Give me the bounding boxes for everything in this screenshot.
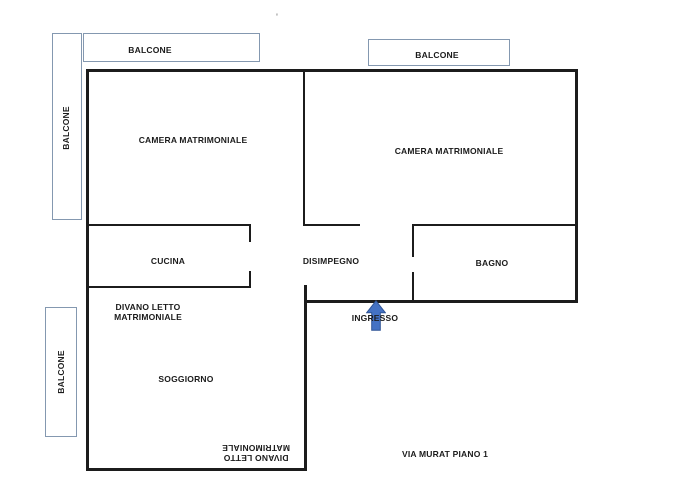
wall-left: [86, 69, 89, 471]
furniture-label-divano-letto: [114, 302, 182, 322]
room-label-bagno: BAGNO: [475, 258, 509, 268]
wall-cucina-door-jamb-top: [249, 226, 251, 242]
room-label-cucina: CUCINA: [150, 256, 186, 266]
furniture-label-divano-letto-line2: MATRIMONIALE: [114, 312, 182, 322]
stray-mark: ': [276, 12, 278, 22]
wall-cucina-top: [89, 224, 251, 226]
room-label-soggiorno: SOGGIORNO: [158, 374, 214, 384]
wall-cucina-door-jamb-bottom: [249, 271, 251, 286]
furniture-label-divano-letto-rotated-line1: DIVANO LETTO: [223, 453, 289, 463]
wall-bagno-door-jamb-top: [412, 226, 414, 257]
balcony-left-top-label: BALCONE: [61, 106, 71, 150]
wall-soggiorno-bottom: [86, 468, 307, 471]
wall-bagno-door-jamb-bottom: [412, 272, 414, 300]
furniture-label-divano-letto-line1: DIVANO LETTO: [115, 302, 181, 312]
wall-camera-left-right-side: [303, 72, 305, 225]
wall-cucina-bottom: [89, 286, 251, 288]
furniture-label-divano-letto-rotated-line2: MATRIMONIALE: [222, 443, 290, 453]
address-label: VIA MURAT PIANO 1: [401, 449, 489, 459]
room-label-disimpegno: DISIMPEGNO: [302, 256, 360, 266]
furniture-label-divano-letto-rotated: [222, 443, 290, 463]
room-label-camera-matrimoniale-right: CAMERA MATRIMONIALE: [394, 146, 504, 156]
balcony-left-bottom-label: BALCONE: [56, 350, 66, 394]
wall-entry-bottom: [304, 300, 578, 303]
balcony-top-second-label: BALCONE: [415, 50, 459, 60]
room-label-ingresso: INGRESSO: [351, 313, 399, 323]
balcony-top-first-label: BALCONE: [128, 45, 172, 55]
wall-top: [86, 69, 578, 72]
wall-disimpegno-top-stub: [303, 224, 360, 226]
wall-soggiorno-right: [304, 285, 307, 471]
wall-bagno-top: [412, 224, 575, 226]
room-label-camera-matrimoniale-left: CAMERA MATRIMONIALE: [138, 135, 248, 145]
wall-right: [575, 69, 578, 303]
